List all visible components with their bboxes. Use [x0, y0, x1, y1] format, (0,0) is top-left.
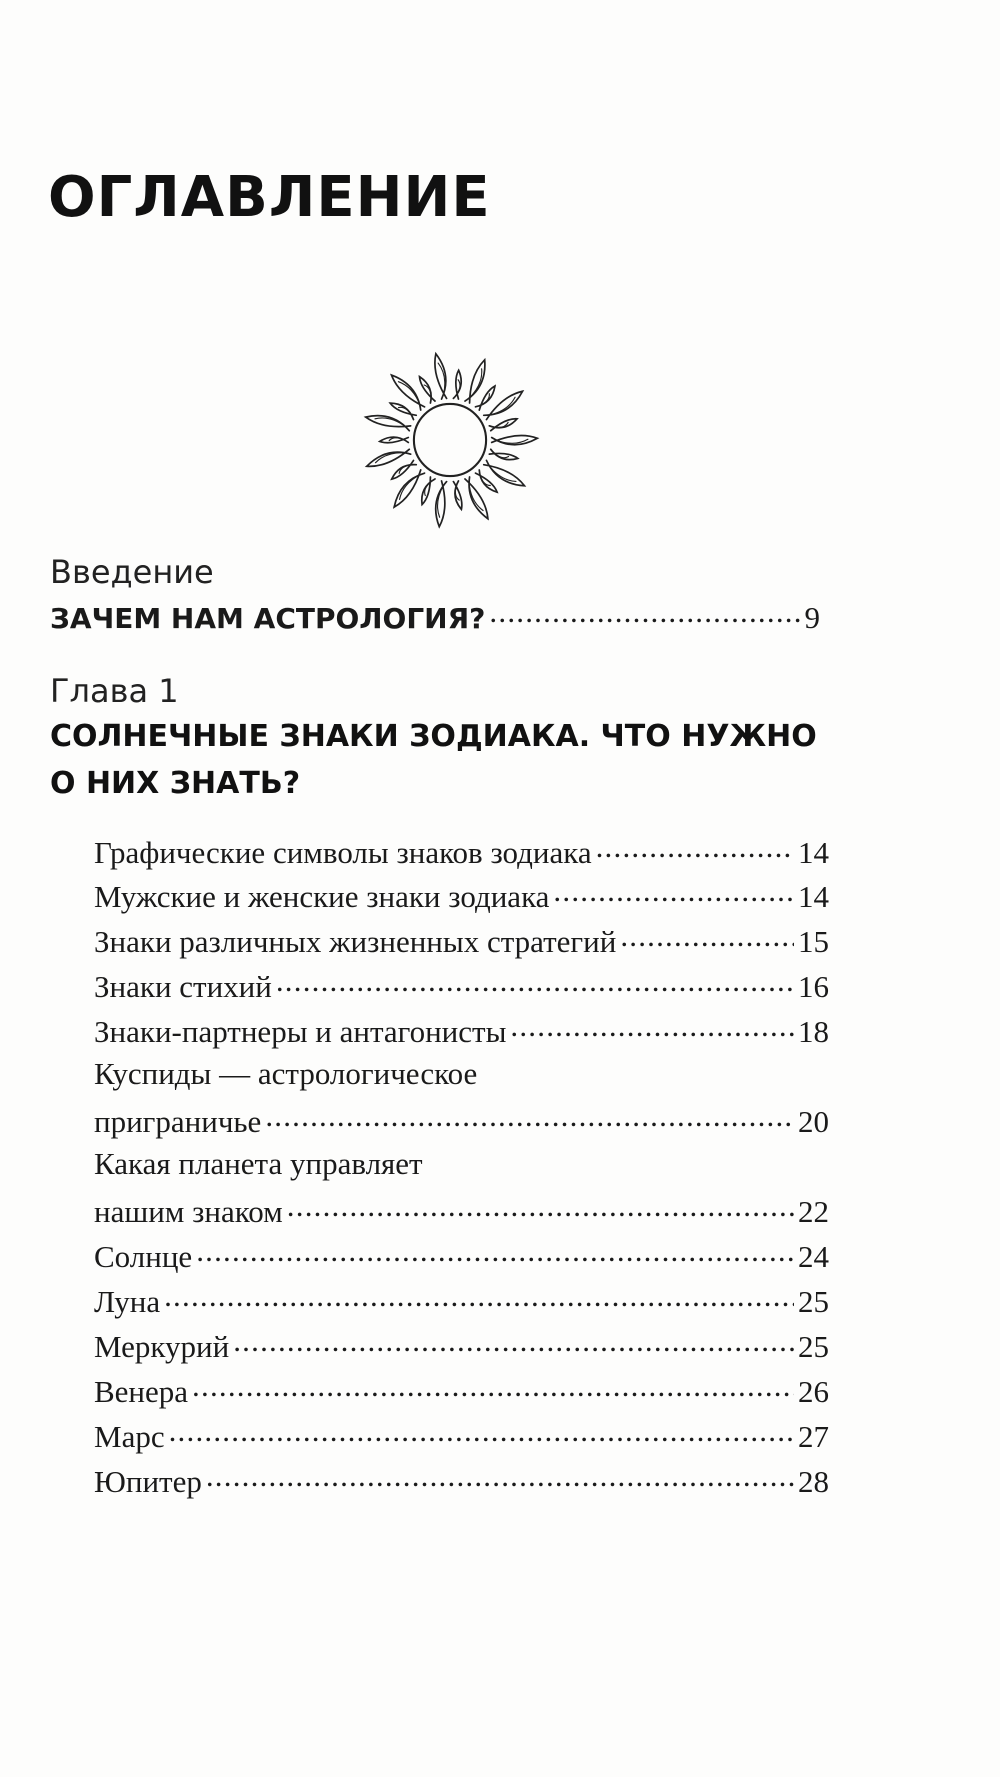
- sun-ornament-icon: [355, 345, 545, 535]
- sun-ray: [420, 377, 435, 403]
- toc-entry-introduction[interactable]: [50, 597, 820, 636]
- toc-entry-title: Знаки-партнеры и антагонисты: [94, 1014, 507, 1049]
- toc-entry[interactable]: [94, 966, 829, 1005]
- toc-entry-page: 27: [798, 1419, 829, 1454]
- dot-leader: [510, 1011, 794, 1042]
- introduction-title: ЗАЧЕМ НАМ АСТРОЛОГИЯ?: [50, 602, 486, 635]
- introduction-page-number: 9: [804, 600, 820, 635]
- dot-leader: [164, 1281, 794, 1312]
- toc-entry-title: Меркурий: [94, 1329, 230, 1364]
- toc-entry-title: Юпитер: [94, 1464, 202, 1499]
- toc-entry-title: Марс: [94, 1419, 165, 1454]
- toc-entry[interactable]: [94, 1101, 829, 1140]
- dot-leader: [192, 1371, 794, 1402]
- toc-entry-title: Знаки различных жизненных стратегий: [94, 924, 617, 959]
- toc-entry-page: 24: [798, 1239, 829, 1274]
- toc-entry[interactable]: [94, 832, 829, 871]
- toc-entry-page: 14: [798, 835, 829, 870]
- dot-leader: [276, 966, 794, 997]
- toc-entry-title-line-1: Куспиды — астрологическое: [94, 1056, 478, 1091]
- page-title: ОГЛАВЛЕНИЕ: [48, 165, 491, 230]
- toc-entry-title: Луна: [94, 1284, 161, 1319]
- toc-entry-title: Солнце: [94, 1239, 193, 1274]
- dot-leader: [169, 1416, 794, 1447]
- toc-entry[interactable]: [94, 1461, 829, 1500]
- toc-entry-page: 28: [798, 1464, 829, 1499]
- toc-entry-title: Мужские и женские знаки зодиака: [94, 879, 550, 914]
- dot-leader: [553, 876, 794, 907]
- toc-entry[interactable]: [94, 921, 829, 960]
- dot-leader: [489, 597, 800, 628]
- sun-ray: [465, 360, 485, 403]
- toc-entry-title: приграничье: [94, 1104, 262, 1139]
- toc-entry-page: 22: [798, 1194, 829, 1229]
- toc-entry-page: 25: [798, 1284, 829, 1319]
- toc-entry-title: Венера: [94, 1374, 189, 1409]
- toc-entry-page: 20: [798, 1104, 829, 1139]
- toc-entry-page: 16: [798, 969, 829, 1004]
- toc-entry-title: Знаки стихий: [94, 969, 272, 1004]
- dot-leader: [287, 1191, 794, 1222]
- chapter-1-title-line-1: СОЛНЕЧНЫЕ ЗНАКИ ЗОДИАКА. ЧТО НУЖНО: [50, 719, 817, 754]
- dot-leader: [265, 1101, 794, 1132]
- sun-ray: [453, 481, 461, 509]
- toc-entry[interactable]: [94, 1191, 829, 1230]
- toc-entry-page: 18: [798, 1014, 829, 1049]
- chapter-1-label: Глава 1: [50, 672, 179, 710]
- sun-ray: [366, 416, 411, 431]
- toc-entry-title: нашим знаком: [94, 1194, 283, 1229]
- chapter-1-title: [50, 713, 817, 807]
- toc-entry[interactable]: [94, 1326, 829, 1365]
- toc-entry-page: 15: [798, 924, 829, 959]
- toc-entry[interactable]: [94, 1011, 829, 1050]
- toc-entry-page: 14: [798, 879, 829, 914]
- sun-ray: [489, 419, 517, 431]
- toc-entry[interactable]: [94, 1236, 829, 1275]
- dot-leader: [233, 1326, 794, 1357]
- toc-entry[interactable]: [94, 1416, 829, 1455]
- dot-leader: [620, 921, 794, 952]
- sun-ray: [435, 354, 447, 399]
- sun-ray: [390, 403, 416, 419]
- dot-leader: [206, 1461, 794, 1492]
- sun-ray: [392, 460, 417, 479]
- toc-entry[interactable]: [94, 876, 829, 915]
- toc-entry[interactable]: [94, 1371, 829, 1410]
- toc-entry-title-line-1: Какая планета управляет: [94, 1146, 423, 1181]
- toc-entry[interactable]: [94, 1281, 829, 1320]
- sun-ray: [422, 477, 435, 505]
- toc-entry-page: 26: [798, 1374, 829, 1409]
- introduction-label: Введение: [50, 553, 214, 591]
- toc-entry-page: 25: [798, 1329, 829, 1364]
- sun-ray: [367, 449, 411, 466]
- dot-leader: [196, 1236, 794, 1267]
- toc-entry-title: Графические символы знаков зодиака: [94, 835, 592, 870]
- chapter-1-title-line-2: О НИХ ЗНАТЬ?: [50, 766, 301, 801]
- dot-leader: [596, 832, 794, 863]
